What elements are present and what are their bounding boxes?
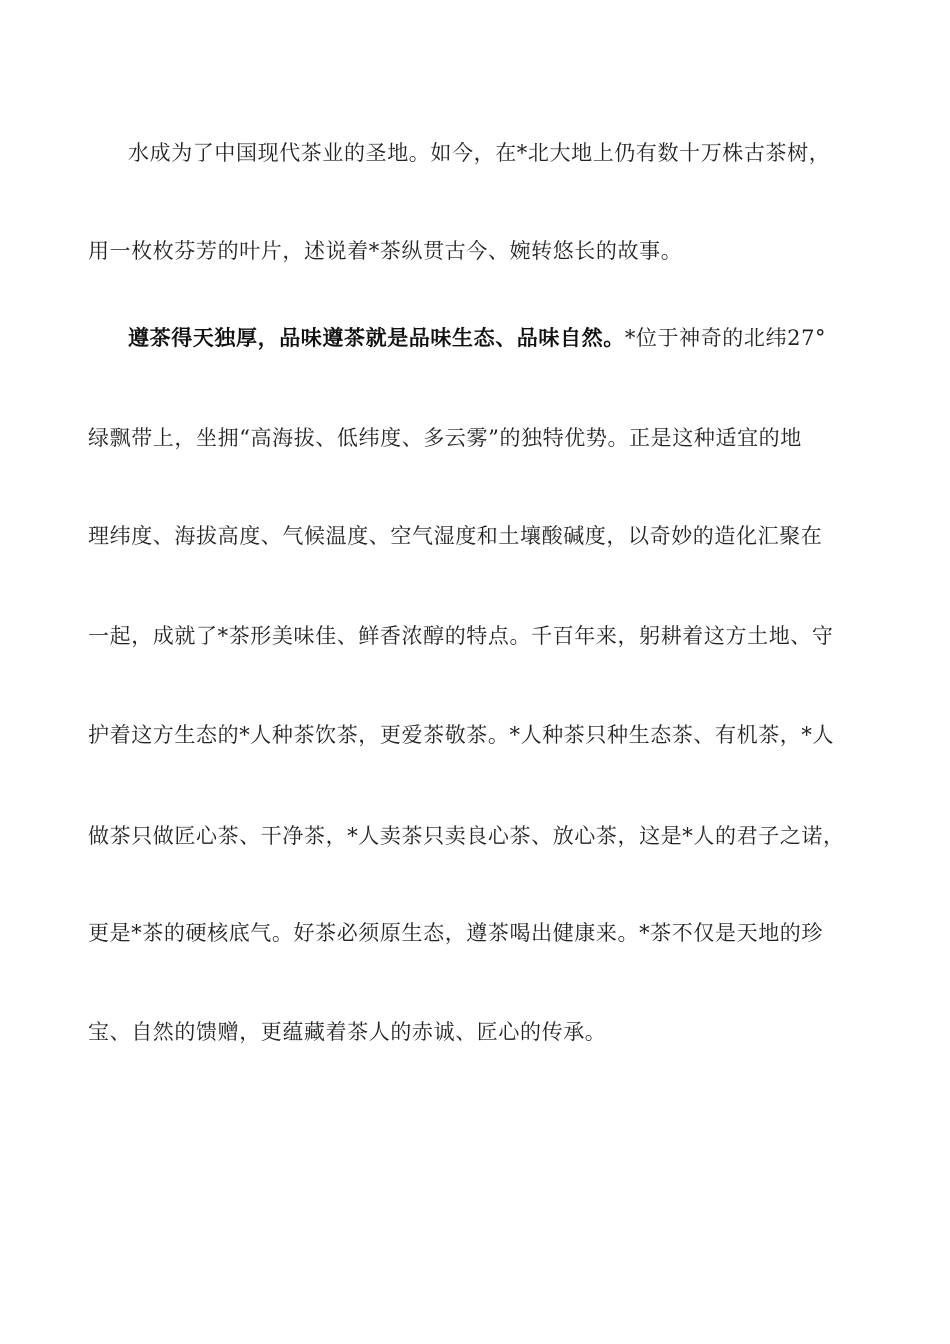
- paragraph2-line8: 宝、自然的馈赠，更蕴藏着茶人的赤诚、匠心的传承。: [88, 1020, 607, 1044]
- paragraph2-line2: 绿飘带上，坐拥“高海拔、低纬度、多云雾”的独特优势。正是这种适宜的地: [88, 426, 802, 450]
- paragraph1-line2: 用一枚枚芬芳的叶片，述说着*茶纵贯古今、婉转悠长的故事。: [88, 239, 683, 263]
- paragraph2-line7: 更是*茶的硬核底气。好茶必须原生态，遵茶喝出健康来。*茶不仅是天地的珍: [88, 921, 823, 945]
- paragraph2-line6: 做茶只做匠心茶、干净茶，*人卖茶只卖良心茶、放心茶，这是*人的君子之诺，: [88, 824, 845, 848]
- paragraph2-line1: [128, 318, 928, 358]
- paragraph2-line4: 一起，成就了*茶形美味佳、鲜香浓醇的特点。千百年来，躬耕着这方土地、守: [88, 624, 834, 648]
- paragraph1-line1: 水成为了中国现代茶业的圣地。如今，在*北大地上仍有数十万株古茶树，: [128, 141, 831, 165]
- paragraph2-line1-rest: *位于神奇的北纬27°: [624, 326, 827, 350]
- paragraph2-line5: 护着这方生态的*人种茶饮茶，更爱茶敬茶。*人种茶只种生态茶、有机茶，*人: [88, 723, 835, 747]
- paragraph2-line3: 理纬度、海拔高度、气候温度、空气湿度和土壤酸碱度，以奇妙的造化汇聚在: [88, 524, 823, 548]
- paragraph2-lead-bold: 遵茶得天独厚，品味遵茶就是品味生态、品味自然。: [128, 325, 625, 350]
